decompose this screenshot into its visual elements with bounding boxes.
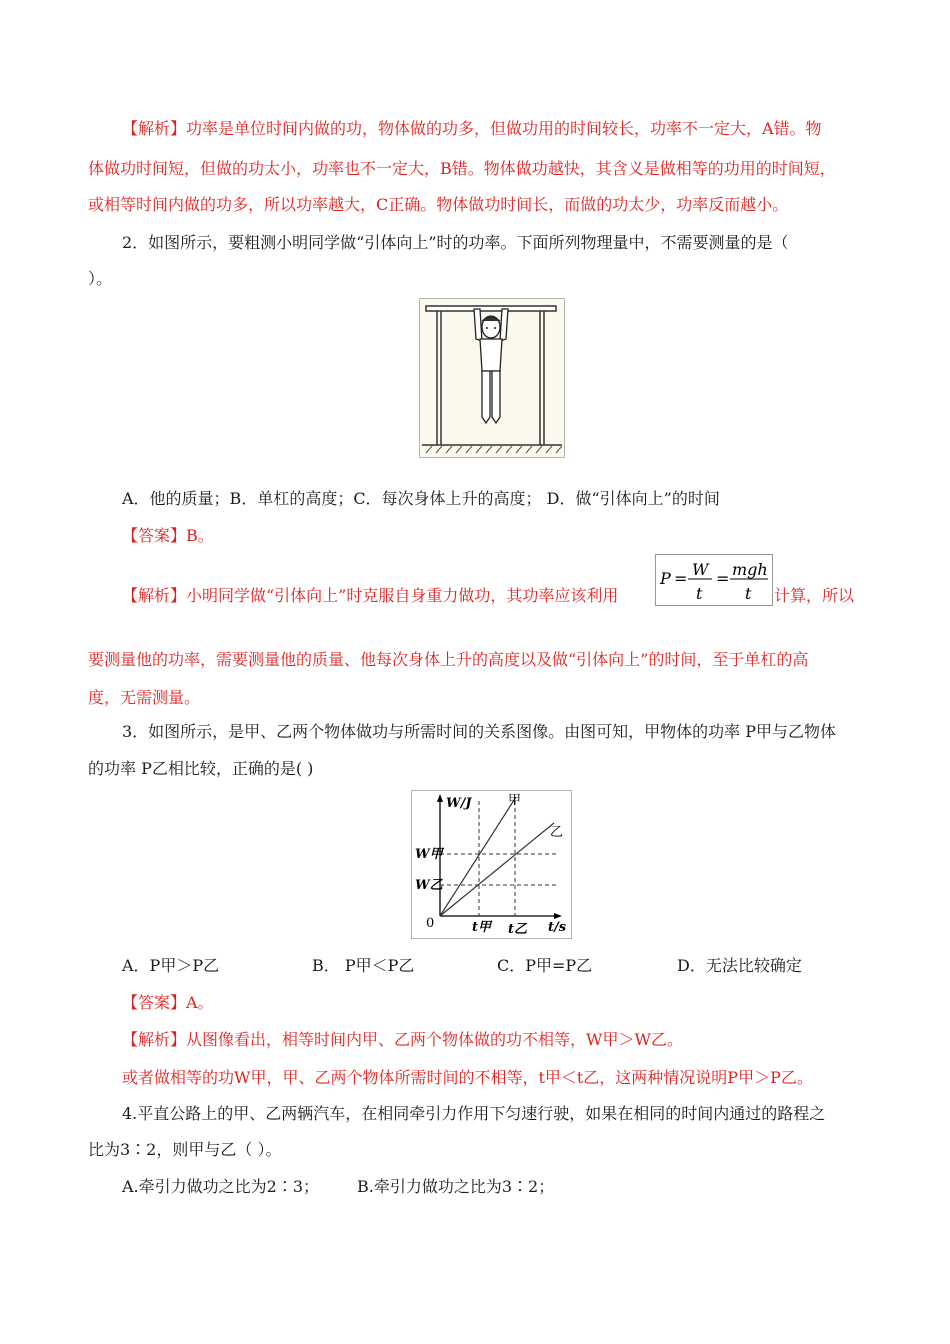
- y-axis-label: W/J: [446, 796, 472, 811]
- formula-t2: t: [745, 584, 752, 603]
- q3-stem-line2: 的功率 P乙相比较，正确的是( ): [88, 759, 314, 778]
- q3-option-b: B． P甲＜P乙: [312, 956, 415, 975]
- line-yi: [440, 823, 554, 916]
- analysis-q1-line2: 体做功时间短，但做的功太小，功率也不一定大，B错。物体做功越快，其含义是做相等的功用的时间短，: [88, 159, 836, 178]
- q3-answer: 【答案】A。: [122, 993, 214, 1012]
- q3-analysis-line1: 【解析】从图像看出，相等时间内甲、乙两个物体做的功不相等，W甲＞W乙。: [122, 1030, 683, 1049]
- q2-stem-line1: 2．如图所示，要粗测小明同学做“引体向上”时的功率。下面所列物理量中，不需要测量的是（: [122, 233, 789, 252]
- analysis-q1-line1: 【解析】功率是单位时间内做的功，物体做的功多，但做功用的时间较长，功率不一定大，A错。物: [122, 119, 822, 138]
- q3-option-c: C．P甲=P乙: [497, 956, 593, 975]
- q2-analysis-line2: 要测量他的功率，需要测量他的质量、他每次身体上升的高度以及做“引体向上”的时间，至于单杠的高: [88, 650, 809, 669]
- formula-w: W: [692, 560, 709, 579]
- q2-answer: 【答案】B。: [122, 526, 214, 545]
- t-yi-label: t乙: [508, 922, 528, 937]
- q4-stem-line2: 比为3∶2，则甲与乙（ ）。: [88, 1140, 282, 1159]
- x-axis-label: t/s: [548, 920, 567, 935]
- svg-text:=: =: [716, 569, 730, 588]
- q4-option-b: B.牵引力做功之比为3∶2；: [357, 1177, 555, 1196]
- svg-text:=: =: [674, 569, 688, 588]
- formula-mgh: mgh: [732, 560, 768, 579]
- work-time-graph: [411, 790, 572, 939]
- q4-stem-line1: 4.平直公路上的甲、乙两辆汽车，在相同牵引力作用下匀速行驶，如果在相同的时间内通过的路程之: [122, 1104, 826, 1123]
- q2-options: A．他的质量；B．单杠的高度；C．每次身体上升的高度； D．做“引体向上”的时间: [122, 489, 720, 508]
- line-yi-label: 乙: [550, 825, 564, 840]
- q3-analysis-line2: 或者做相等的功W甲，甲、乙两个物体所需时间的不相等，t甲＜t乙，这两种情况说明P甲＞P乙。: [122, 1068, 813, 1087]
- pullup-illustration: [420, 299, 564, 457]
- power-formula: [655, 554, 773, 606]
- q2-stem-line2: ）。: [88, 269, 113, 288]
- origin-label: 0: [426, 916, 435, 931]
- q4-option-a: A.牵引力做功之比为2∶3；: [122, 1177, 320, 1196]
- pullup-figure: [419, 298, 565, 458]
- t-jia-label: t甲: [472, 920, 492, 935]
- q3-option-d: D．无法比较确定: [677, 956, 802, 975]
- line-jia-label: 甲: [508, 793, 522, 808]
- w-yi-label: W乙: [415, 878, 443, 893]
- q2-analysis-line3: 度，无需测量。: [88, 688, 201, 707]
- q2-analysis-line1-post: 计算，所以: [774, 586, 855, 605]
- formula-t1: t: [696, 584, 703, 603]
- analysis-q1-line3: 或相等时间内做的功多，所以功率越大，C正确。物体做功时间长，而做的功太少，功率反而越小。: [88, 195, 789, 214]
- q3-option-a: A．P甲＞P乙: [122, 956, 220, 975]
- line-jia: [440, 797, 516, 916]
- q3-stem-line1: 3．如图所示，是甲、乙两个物体做功与所需时间的关系图像。由图可知，甲物体的功率 P甲与乙物体: [122, 722, 837, 741]
- w-jia-label: W甲: [415, 847, 443, 862]
- formula-p: P: [660, 569, 671, 588]
- q2-analysis-line1-pre: 【解析】小明同学做“引体向上”时克服自身重力做功，其功率应该利用: [122, 586, 619, 605]
